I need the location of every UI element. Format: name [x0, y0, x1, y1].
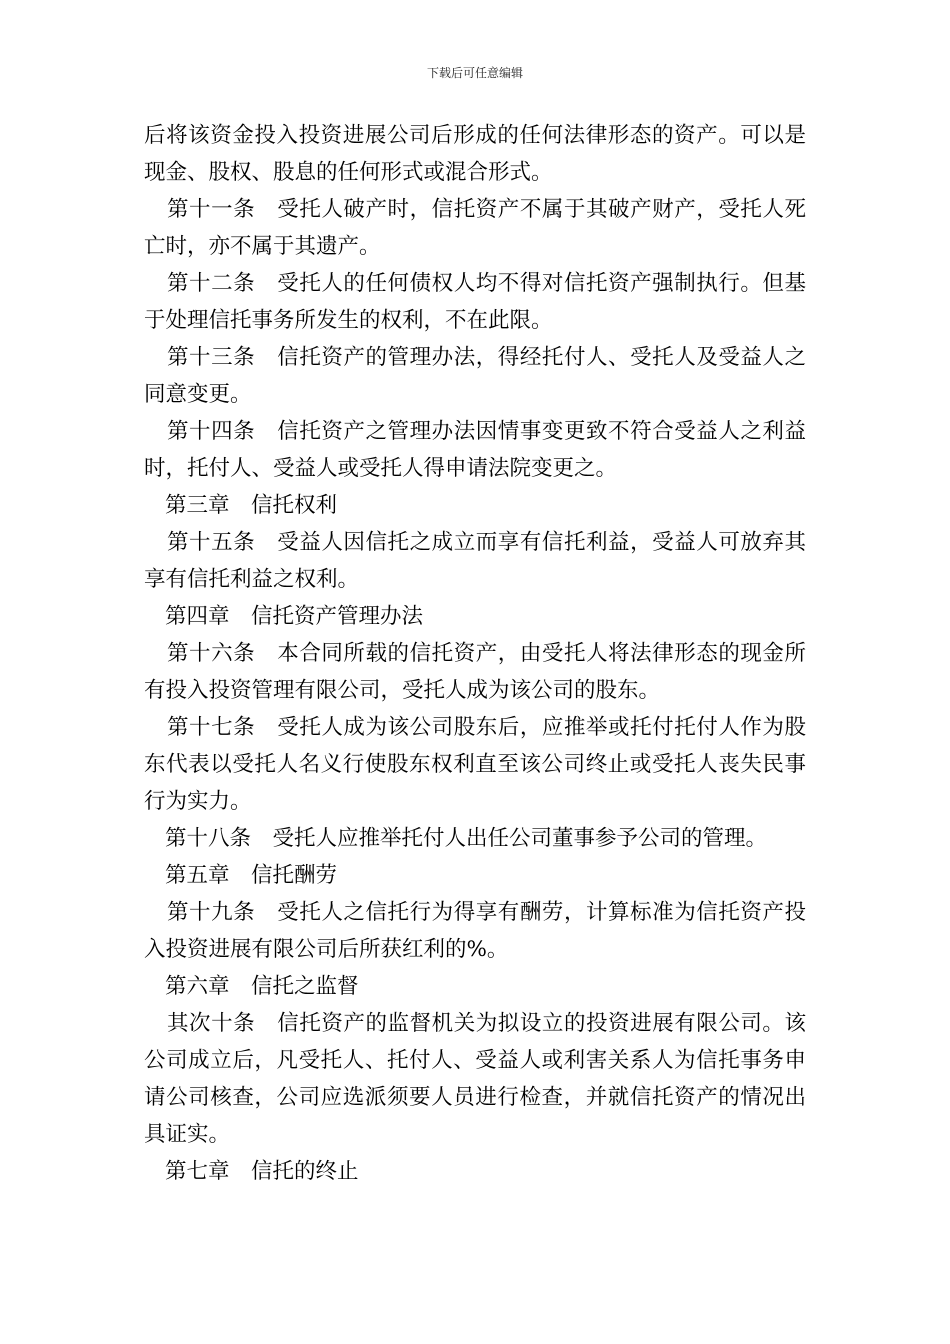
article-14: 第十四条 信托资产之管理办法因情事变更致不符合受益人之利益时，托付人、受益人或受托人得申请法院变更之。 [144, 419, 806, 481]
article-19: 第十九条 受托人之信托行为得享有酬劳，计算标准为信托资产投入投资进展有限公司后所获红利的%。 [144, 900, 806, 962]
chapter-7-heading: 第七章 信托的终止 [165, 1159, 359, 1184]
chapter-4-heading: 第四章 信托资产管理办法 [165, 604, 424, 629]
chapter-3-heading: 第三章 信托权利 [165, 493, 338, 518]
article-20: 其次十条 信托资产的监督机关为拟设立的投资进展有限公司。该公司成立后，凡受托人、托付人、受益人或利害关系人为信托事务申请公司核查，公司应选派须要人员进行检查，并就信托资产的情况出具证实。 [144, 1011, 806, 1147]
chapter-5-heading: 第五章 信托酬劳 [165, 863, 338, 888]
article-15: 第十五条 受益人因信托之成立而享有信托利益，受益人可放弃其享有信托利益之权利。 [144, 530, 806, 592]
article-16: 第十六条 本合同所载的信托资产，由受托人将法律形态的现金所有投入投资管理有限公司，受托人成为该公司的股东。 [144, 641, 806, 703]
article-13: 第十三条 信托资产的管理办法，得经托付人、受托人及受益人之同意变更。 [144, 345, 806, 407]
page-header: 下载后可任意编辑 [426, 66, 523, 80]
article-11: 第十一条 受托人破产时，信托资产不属于其破产财产，受托人死亡时，亦不属于其遗产。 [144, 197, 806, 259]
article-12: 第十二条 受托人的任何债权人均不得对信托资产强制执行。但基于处理信托事务所发生的权利，不在此限。 [144, 271, 806, 333]
article-18: 第十八条 受托人应推举托付人出任公司董事参予公司的管理。 [165, 826, 768, 851]
article-17: 第十七条 受托人成为该公司股东后，应推举或托付托付人作为股东代表以受托人名义行使股东权利直至该公司终止或受托人丧失民事行为实力。 [144, 715, 806, 814]
chapter-6-heading: 第六章 信托之监督 [165, 974, 359, 999]
document-body [144, 117, 806, 1190]
paragraph-continuation: 后将该资金投入投资进展公司后形成的任何法律形态的资产。可以是现金、股权、股息的任何形式或混合形式。 [144, 123, 806, 185]
